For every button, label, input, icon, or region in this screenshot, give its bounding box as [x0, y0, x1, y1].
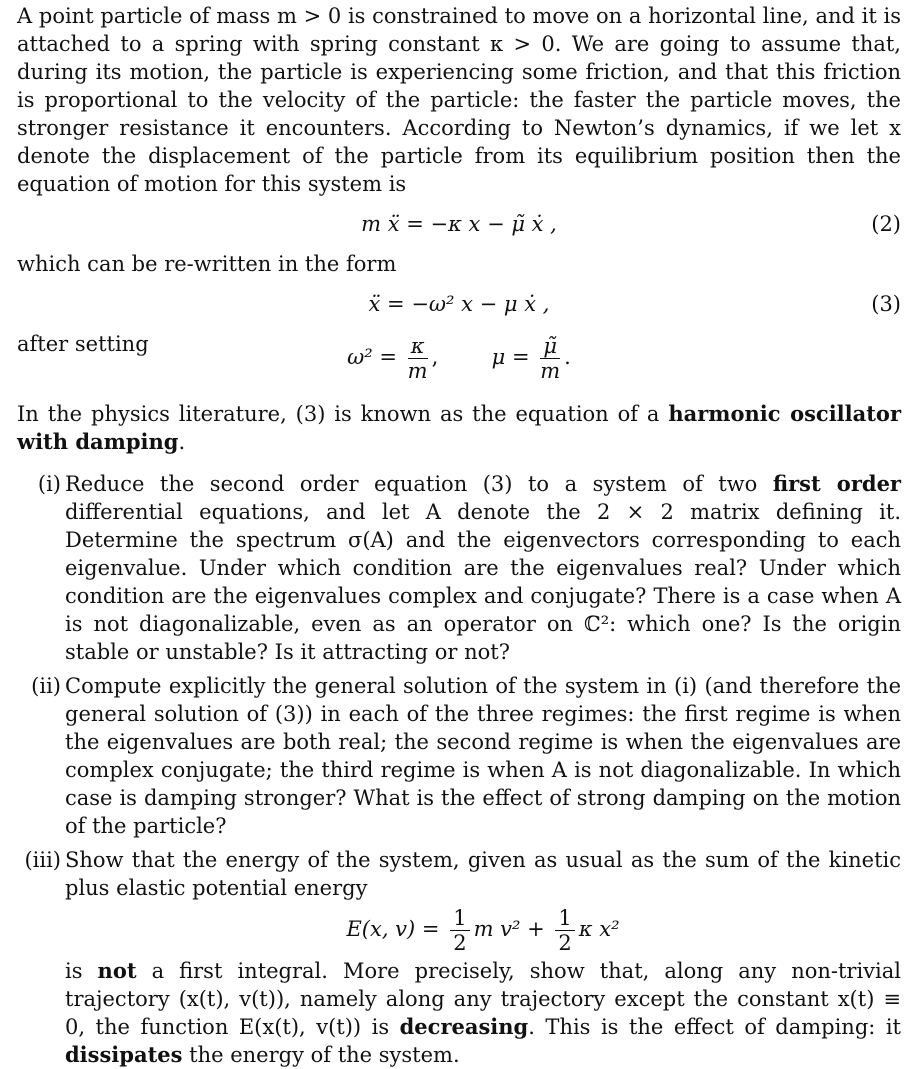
rewrite-text: which can be re-written in the form: [17, 252, 397, 276]
setting-block: [17, 328, 901, 390]
item-label: (i): [37, 472, 61, 496]
equation-2-number: (2): [871, 212, 901, 236]
physics-bold-term: harmonic oscillator with damping: [17, 401, 902, 454]
exercise-list: [17, 470, 901, 1069]
omega-lhs: ω² =: [347, 345, 397, 369]
energy-lhs: E(x, v) =: [346, 917, 440, 941]
item-iii-text-b: a first integral. More precisely, show that, along any non-trivial trajectory (x(t), v(t)), namely along any trajectory except the constant x(t) ≡ 0, the function E(x(t), v(t)) is: [65, 959, 902, 1039]
after-setting-text: after setting: [17, 332, 149, 356]
document-page: [17, 0, 901, 1069]
item-iii-intro: Show that the energy of the system, given as usual as the sum of the kinetic plus elastic potential energy: [65, 848, 901, 900]
item-ii-text: Compute explicitly the general solution of the system in (i) (and therefore the general solution of (3)) in each of the three regimes: the first regime is when the eigenvalues are both real; the second regime is when the eigenvalues are complex conjugate; the third regime is when A is not diagonalizable. In which case is damping stronger? What is the effect of strong damping on the motion of the particle?: [65, 674, 901, 838]
item-iii-text-a: is: [65, 959, 98, 983]
equation-2-math: m ẍ = −κ x − μ̃ ẋ ,: [361, 212, 557, 236]
energy-potential: κ x²: [578, 917, 620, 941]
item-iii-bold-dissipates: dissipates: [65, 1042, 183, 1067]
physics-post: .: [178, 430, 186, 454]
half-numerator: 1: [450, 906, 469, 931]
energy-half-2: [555, 906, 574, 955]
mu-denominator: m: [540, 359, 561, 383]
item-iii-bold-not: not: [97, 958, 137, 983]
half-denominator: 2: [558, 931, 572, 955]
omega-fraction: [408, 334, 428, 383]
half-denominator: 2: [453, 931, 467, 955]
item-iii-bold-decreasing: decreasing: [399, 1014, 529, 1039]
mu-numerator: μ̃: [540, 334, 560, 359]
energy-half-1: [450, 906, 469, 955]
equation-2: [17, 210, 901, 240]
exercise-item-iii: [17, 846, 901, 1069]
mu-fraction: [540, 334, 560, 383]
item-iii-text-c: . This is the effect of damping: it: [528, 1015, 901, 1039]
omega-numerator: κ: [408, 334, 428, 359]
physics-paragraph: [17, 400, 901, 456]
equation-3: [17, 290, 901, 320]
item-iii-text-d: the energy of the system.: [182, 1043, 460, 1067]
energy-kinetic: m v² +: [473, 917, 545, 941]
item-label: (ii): [31, 674, 61, 698]
setting-equation: ω² = $\frac{\kappa}{m}$ , μ = $\frac{\mũ}{m}$ .: [347, 334, 571, 383]
physics-pre: In the physics literature, (3) is known as the equation of a: [17, 402, 669, 426]
energy-equation: [65, 906, 901, 955]
exercise-item-ii: [17, 672, 901, 840]
mu-lhs: μ =: [491, 345, 530, 369]
half-numerator: 1: [555, 906, 574, 931]
item-i-text-a: Reduce the second order equation (3) to a system of two: [65, 472, 773, 496]
omega-denominator: m: [407, 359, 428, 383]
intro-paragraph: A point particle of mass m > 0 is constrained to move on a horizontal line, and it is attached to a spring with spring constant κ > 0. We are going to assume that, during its motion, the particle is experiencing some friction, and that this friction is proportional to the velocity of the particle: the faster the particle moves, the stronger resistance it encounters. According to Newton’s dynamics, if we let x denote the displacement of the particle from its equilibrium position then the equation of motion for this system is: [17, 4, 901, 196]
exercise-item-i: [17, 470, 901, 666]
item-i-bold: first order: [772, 471, 901, 496]
equation-3-number: (3): [871, 292, 901, 316]
equation-3-math: ẍ = −ω² x − μ ẋ ,: [368, 292, 550, 316]
item-i-text-b: differential equations, and let A denote the 2 × 2 matrix defining it. Determine the spectrum σ(A) and the eigenvectors corresponding to each eigenvalue. Under which condition are the eigenvalues real? Under which condition are the eigenvalues complex and conjugate? There is a case when A is not diagonalizable, even as an operator on ℂ²: which one? Is the origin stable or unstable? Is it attracting or not?: [65, 500, 901, 664]
item-label: (iii): [24, 848, 61, 872]
